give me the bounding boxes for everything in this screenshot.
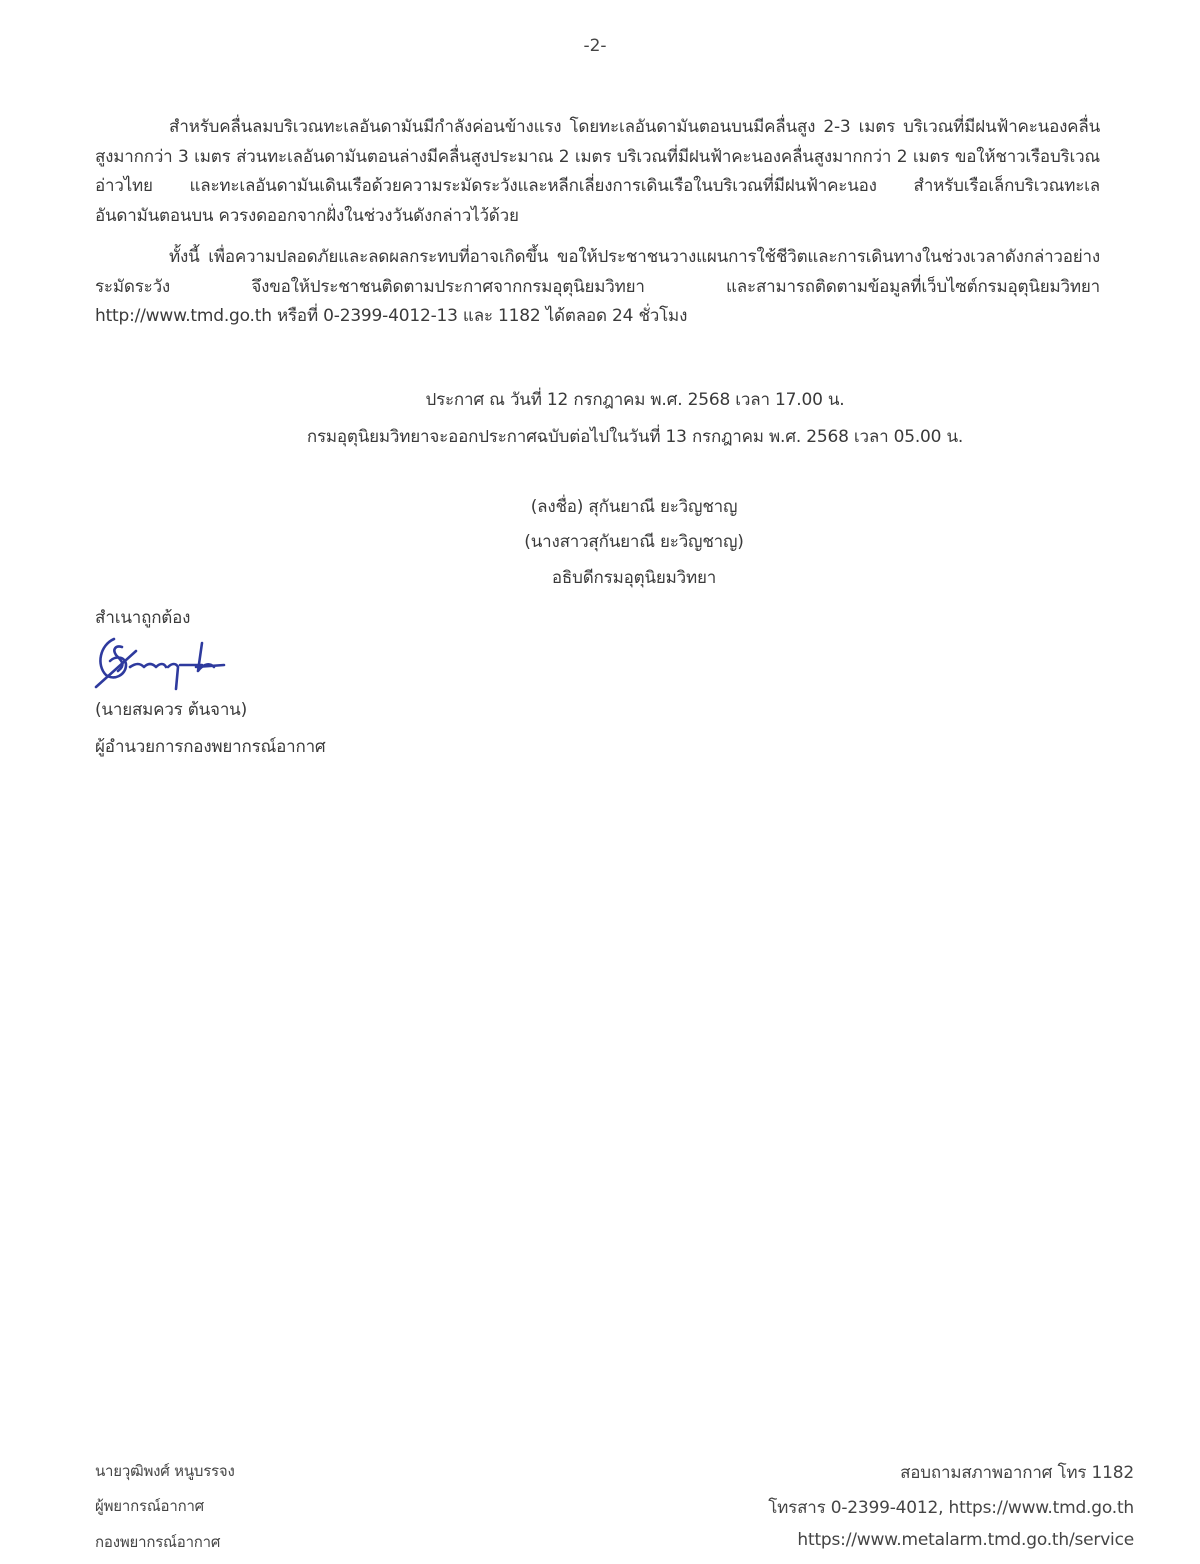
signatory-full-name: (นางสาวสุกันยาณี ยะวิญชาญ) [524, 532, 744, 552]
announcement-issued-date: ประกาศ ณ วันที่ 12 กรกฎาคม พ.ศ. 2568 เวลา 17.00 น. [425, 390, 845, 410]
next-announcement-notice: กรมอุตุนิยมวิทยาจะออกประกาศฉบับต่อไปในวันที่ 13 กรกฎาคม พ.ศ. 2568 เวลา 05.00 น. [306, 427, 964, 447]
certified-copy-label: สำเนาถูกต้อง [95, 608, 191, 628]
footer-forecaster-name: นายวุฒิพงศ์ หนูบรรจง [95, 1462, 235, 1480]
handwritten-signature-icon [92, 633, 227, 693]
body-paragraph-safety-advice [95, 243, 1100, 332]
footer-weather-inquiry: สอบถามสภาพอากาศ โทร 1182 [900, 1463, 1134, 1483]
footer-department: กองพยากรณ์อากาศ [95, 1533, 221, 1551]
footer-service-url: https://www.metalarm.tmd.go.th/service [797, 1530, 1134, 1550]
paragraph-text: ทั้งนี้ เพื่อความปลอดภัยและลดผลกระทบที่อาจเกิดขึ้น ขอให้ประชาชนวางแผนการใช้ชีวิตและการเดินทางในช่วงเวลาดังกล่าวอย่างระมัดระวัง จึงขอให้ประชาชนติดตามประกาศจากกรมอุตุนิยมวิทยา และสามารถติดตามข้อมูลที่เว็บไซต์กรมอุตุนิยมวิทยา http://www.tmd.go.th หรือที่ 0-2399-4012-13 และ 1182 ได้ตลอด 24 ชั่วโมง [95, 247, 1100, 326]
certified-copy-title: ผู้อำนวยการกองพยากรณ์อากาศ [95, 737, 326, 757]
footer-fax-website: โทรสาร 0-2399-4012, https://www.tmd.go.th [768, 1498, 1134, 1518]
page-number: -2- [583, 36, 607, 56]
footer-forecaster-position: ผู้พยากรณ์อากาศ [95, 1497, 205, 1515]
body-paragraph-sea-conditions [95, 113, 1100, 231]
paragraph-text: สำหรับคลื่นลมบริเวณทะเลอันดามันมีกำลังค่อนข้างแรง โดยทะเลอันดามันตอนบนมีคลื่นสูง 2-3 เมตร บริเวณที่มีฝนฟ้าคะนองคลื่นสูงมากกว่า 3 เมตร ส่วนทะเลอันดามันตอนล่างมีคลื่นสูงประมาณ 2 เมตร บริเวณที่มีฝนฟ้าคะนองคลื่นสูงมากกว่า 2 เมตร ขอให้ชาวเรือบริเวณอ่าวไทย และทะเลอันดามันเดินเรือด้วยความระมัดระวังและหลีกเลี่ยงการเดินเรือในบริเวณที่มีฝนฟ้าคะนอง สำหรับเรือเล็กบริเวณทะเลอันดามันตอนบน ควรงดออกจากฝั่งในช่วงวันดังกล่าวไว้ด้วย [95, 117, 1100, 226]
certified-copy-name: (นายสมควร ต้นจาน) [95, 700, 248, 720]
signatory-title: อธิบดีกรมอุตุนิยมวิทยา [551, 568, 717, 588]
signatory-signed-line: (ลงชื่อ) สุกันยาณี ยะวิญชาญ [530, 497, 738, 517]
